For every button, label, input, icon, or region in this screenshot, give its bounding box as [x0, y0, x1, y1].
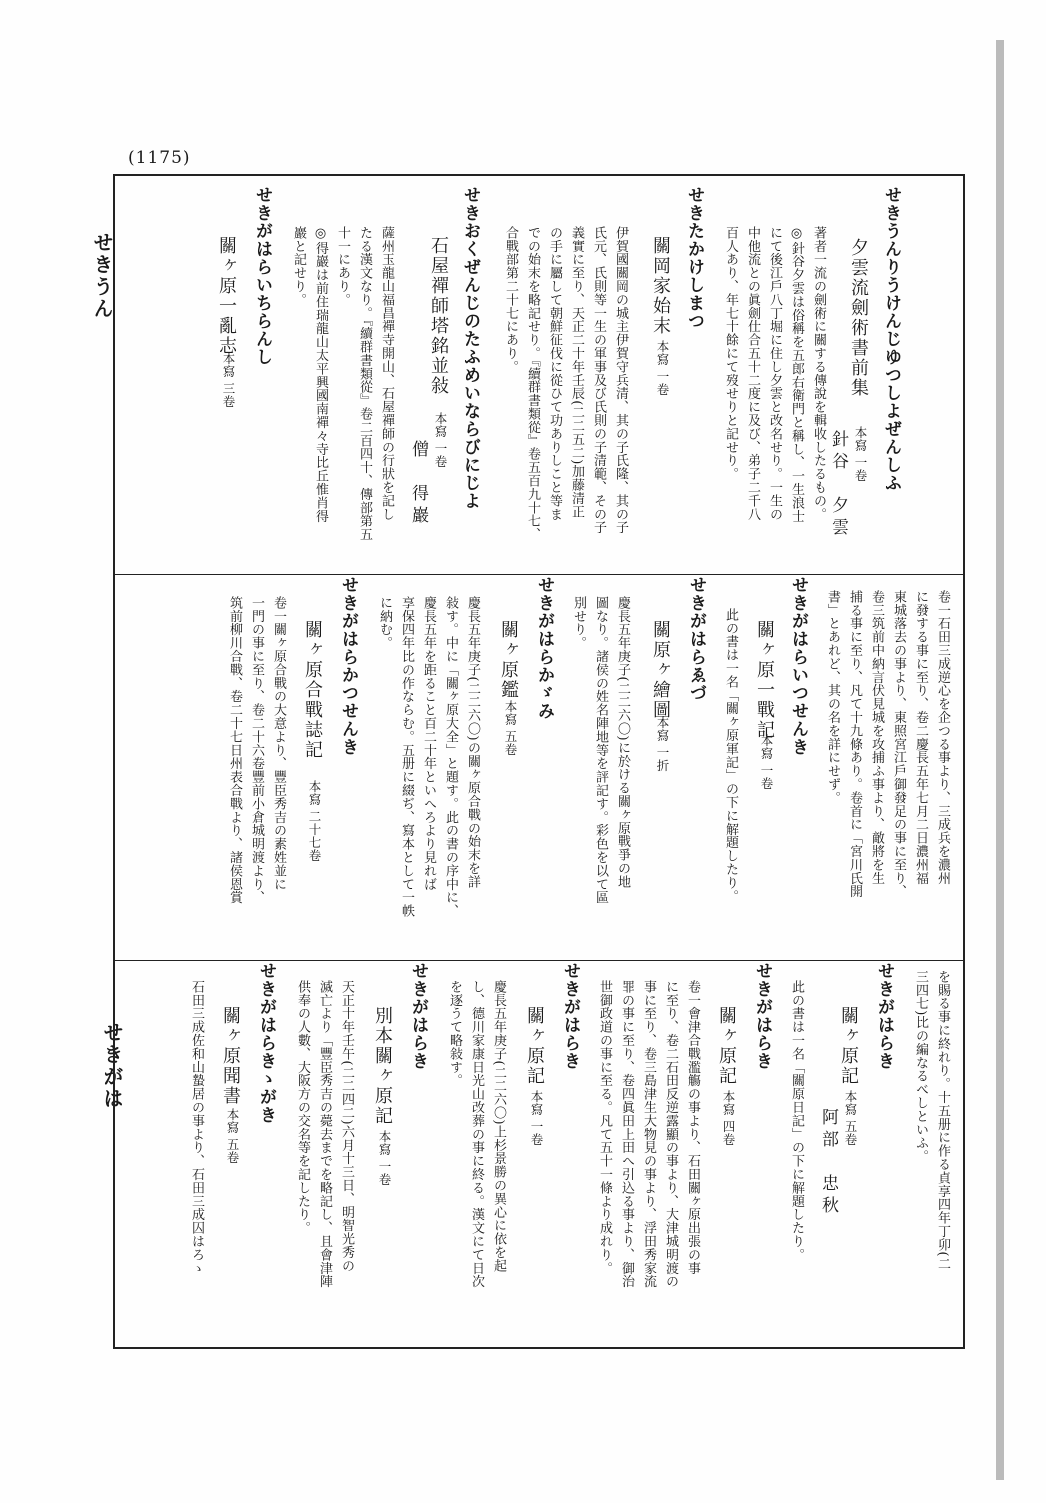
- entry-text: 卷一關ヶ原合戰の大意より、豐臣秀吉の素姓並に: [271, 596, 286, 891]
- author-name: 阿部 忠秋: [818, 1108, 838, 1218]
- entry-reading: [754, 962, 770, 1070]
- entry-reading: [883, 186, 899, 492]
- entry-title: [838, 1006, 859, 1086]
- entry-title: [848, 238, 869, 398]
- entry-text-line: [590, 226, 606, 534]
- volume-note: 本寫 三卷: [221, 352, 236, 408]
- entry-text: せきがはらき: [560, 962, 580, 1070]
- entry-text: せきがはらいつせんき: [788, 576, 808, 756]
- entry-text: 滅亡より「豐臣秀吉の薨去までを略記し、且會津陣: [317, 980, 332, 1289]
- entry-text: 享保四年比の作ならむ。五册に綴ぢ、寫本として一帙: [399, 596, 414, 918]
- entry-text-line: [788, 980, 804, 1261]
- entry-text: を逐うて略敍す。: [447, 980, 462, 1088]
- entry-text: の手に屬して朝鮮征伐に從ひて功ありしこと等ま: [547, 226, 562, 521]
- entry-text-line: [468, 980, 484, 1288]
- entry-reading: [258, 962, 274, 1124]
- guide-word-lower: せきがは: [100, 1022, 124, 1110]
- entry-text-line: [788, 226, 804, 523]
- entry-text-line: [316, 980, 332, 1288]
- entry-text: ◎得巖は前住瑞龍山太平興國南禪々寺比丘惟肖得: [313, 226, 328, 523]
- entry-text: 夕雲流劍術書前集: [848, 238, 869, 398]
- entry-text: せきがはらかゞみ: [534, 576, 554, 720]
- entry-text: 卷一石田三成逆心を企つる事より、三成兵を濃州: [935, 590, 950, 885]
- entry-text: せきがはらかつせんき: [338, 576, 358, 756]
- entry-title: [650, 236, 671, 336]
- entry-text-line: [618, 980, 634, 1288]
- entry-text: 十一にあり。: [335, 226, 350, 307]
- entry-reading: [254, 186, 270, 366]
- entry-text-line: [294, 980, 310, 1235]
- entry-text: 關ヶ原記: [524, 1006, 545, 1086]
- entry-reading: [536, 576, 552, 720]
- entry-text: 關ヶ原聞書: [220, 1006, 241, 1106]
- entry-text-line: [420, 596, 436, 891]
- entry-title: [372, 1006, 393, 1126]
- entry-text: 別せり。: [571, 596, 586, 650]
- entry-text-line: [722, 608, 738, 903]
- entry-text: 東城落去の事より、東照宮江戶御發足の事に至り、: [891, 590, 906, 899]
- entry-text-line: [934, 590, 950, 885]
- entry-text: せきうんりうけんじゆつしよぜんしふ: [881, 186, 901, 492]
- entry-text: 關ヶ原鑑: [498, 620, 519, 700]
- entry-text: せきがはらき: [408, 962, 428, 1070]
- entry-reading: [340, 576, 356, 756]
- entry-text-line: [722, 226, 738, 481]
- entry-title: [220, 1006, 241, 1106]
- entry-text-line: [810, 226, 826, 521]
- volume-note: 本寫 一折: [655, 716, 670, 772]
- volume-note: 本寫 一卷: [853, 426, 868, 482]
- entry-title: [428, 236, 449, 396]
- entry-text: 事に至り、卷三島津生大物見の事より、浮田秀家流: [641, 980, 656, 1289]
- entry-text: を賜る事に終れり。十五册に作る貞享四年丁卯(二: [935, 970, 950, 1271]
- volume-note: 本寫 五卷: [843, 1090, 858, 1146]
- entry-text-line: [376, 596, 392, 650]
- entry-text-line: [912, 970, 928, 1163]
- volume-note: 本寫 五卷: [503, 700, 518, 756]
- entry-text: 石屋禪師塔銘並敍: [428, 236, 449, 396]
- entry-text-line: [934, 970, 950, 1270]
- entry-text-line: [464, 596, 480, 888]
- entry-text: 圖なり。諸侯の姓名陣地等を評記す。彩色を以て區: [593, 596, 608, 905]
- entry-text-line: [312, 226, 328, 523]
- entry-text: 慶長五年庚子(二二六〇)の關ヶ原合戰の始末を詳: [465, 596, 480, 889]
- entry-title: [216, 236, 237, 356]
- entry-text: 敍す。中に「關ヶ原大全」と題す。此の書の序中に、: [443, 596, 458, 918]
- entry-text: 關ヶ原一亂志: [216, 236, 237, 356]
- entry-text-line: [188, 980, 204, 1275]
- entry-reading: [876, 962, 892, 1070]
- author-name: 僧 得巖: [408, 440, 428, 528]
- entry-text: に發する事に至り、卷二慶長五年七月二日濃州福: [913, 590, 928, 885]
- entry-text-line: [290, 226, 306, 306]
- entry-text: せきがはらき: [752, 962, 772, 1070]
- entry-text: 慶長五年庚子(二二六〇)に於ける關ヶ原戰爭の地: [615, 596, 630, 889]
- entry-text: せきおくぜんじのたふめいならびにじよ: [460, 186, 480, 510]
- entry-text: 世御政道の事に至る。凡て五十一條より成れり。: [597, 980, 612, 1275]
- entry-text-line: [546, 226, 562, 521]
- entry-text-line: [398, 596, 414, 918]
- entry-text: に納む。: [377, 596, 392, 650]
- entry-title: [716, 1006, 737, 1086]
- entry-text-line: [356, 226, 372, 541]
- entry-text: 慶長五年庚子(二二六〇)上杉景勝の異心に依を起: [491, 980, 506, 1273]
- entry-text: 薩州玉龍山福昌禪寺開山、石屋禪師の行狀を記し: [379, 226, 394, 521]
- page-number: (1175): [128, 148, 191, 168]
- entry-text: にて後江戶八丁堀に住し夕雲と改名せり。一生の: [767, 226, 782, 521]
- volume-note: 本寫 一卷: [529, 1090, 544, 1146]
- entry-text: 關ヶ原合戰誌記: [302, 620, 323, 760]
- entry-text: 書」とあれど、其の名を詳にせず。: [825, 590, 840, 805]
- entry-text: 供奉の人數、大阪方の交名等を記したり。: [295, 980, 310, 1235]
- entry-text: ◎針谷夕雲は俗稱を五郎右衛門と稱し、一生浪士: [789, 226, 804, 523]
- entry-text: 伊賀國關岡の城主伊賀守兵清、其の子氏隆、其の子: [613, 226, 628, 535]
- entry-text: 卷三筑前中納言伏見城を攻捕ふ事より、敵將を生: [869, 590, 884, 885]
- entry-text: 百人あり、年七十餘にて歿せりと記せり。: [723, 226, 738, 481]
- section-divider-lower: [115, 960, 963, 961]
- volume-note: 本寫 一卷: [655, 340, 670, 396]
- entry-text: 義實に至り、天正二十年壬辰(二二五二)加藤清正: [569, 226, 584, 519]
- entry-text: 天正十年壬午(二二四二)六月十三日、明智光秀の: [339, 980, 354, 1273]
- entry-reading: [410, 962, 426, 1070]
- guide-word-upper: せきうん: [90, 232, 114, 320]
- entry-text: 氏元、氏則等一生の軍事及び氏則の子清範、その子: [591, 226, 606, 535]
- entry-title: [524, 1006, 545, 1086]
- page-edge-shadow: [996, 40, 1004, 1480]
- section-divider-upper: [115, 574, 963, 575]
- entry-text-line: [270, 596, 286, 891]
- entry-text-line: [570, 596, 586, 650]
- entry-reading: [688, 576, 704, 702]
- entry-text: せきがはらいちらんし: [252, 186, 272, 366]
- entry-text: たる漢文なり。『續群書類從』卷二百四十、傳部第五: [357, 226, 372, 542]
- entry-text: 此の書は一名「關ヶ原軍記」の下に解題したり。: [723, 608, 738, 903]
- entry-text-line: [378, 226, 394, 521]
- entry-text: 著者一流の劍術に關する傳說を輯收したるもの。: [811, 226, 826, 521]
- entry-text-line: [912, 590, 928, 885]
- entry-text-line: [640, 980, 656, 1288]
- entry-text-line: [684, 980, 700, 1275]
- entry-text: 巖と記せり。: [291, 226, 306, 307]
- entry-text: 別本關ヶ原記: [372, 1006, 393, 1126]
- entry-text-line: [226, 596, 242, 904]
- entry-text-line: [334, 226, 350, 306]
- entry-text-line: [890, 590, 906, 898]
- entry-text-line: [490, 980, 506, 1272]
- entry-text: 卷一會津合戰濫觴の事より、石田關ヶ原出張の事: [685, 980, 700, 1275]
- entry-reading: [562, 962, 578, 1070]
- entry-text: せきたかけしまつ: [684, 186, 704, 330]
- entry-title: [754, 620, 775, 740]
- entry-text: 合戰部第二十七にあり。: [503, 226, 518, 374]
- volume-note: 本寫 一卷: [433, 412, 448, 468]
- volume-note: 本寫 四卷: [721, 1090, 736, 1146]
- entry-text-line: [524, 226, 540, 541]
- volume-note: 本寫 一卷: [759, 734, 774, 790]
- entry-text-line: [442, 596, 458, 918]
- entry-text-line: [744, 226, 760, 521]
- entry-text-line: [248, 596, 264, 904]
- entry-text: 石田三成佐和山蟄居の事より、石田三成囚はろゝ: [189, 980, 204, 1275]
- entry-text: 關ヶ原一戰記: [754, 620, 775, 740]
- entry-text-line: [824, 590, 840, 804]
- entry-text: 捕る事に至り、凡て十九條あり。卷首に「宮川氏開: [847, 590, 862, 899]
- entry-text: せきがはらゑづ: [686, 576, 706, 702]
- entry-text: 關岡家始末: [650, 236, 671, 336]
- entry-text: での始末を略記せり。『續群書類從』卷五百九十七、: [525, 226, 540, 542]
- entry-title: [302, 620, 323, 760]
- entry-text-line: [596, 980, 612, 1275]
- entry-text: 關原ヶ繪圖: [650, 620, 671, 720]
- entry-text: 中他流との眞劍仕合五十二度に及び、弟子二千八: [745, 226, 760, 521]
- entry-text: 一門の事に至り、卷二十六卷豐前小倉城明渡より、: [249, 596, 264, 905]
- entry-text-line: [568, 226, 584, 518]
- entry-text-line: [766, 226, 782, 521]
- entry-text-line: [612, 226, 628, 534]
- entry-text-line: [662, 980, 678, 1288]
- entry-text: に至り、卷二石田反逆露顯の事より、大津城明渡の: [663, 980, 678, 1289]
- entry-text-line: [502, 226, 518, 373]
- entry-text-line: [446, 980, 462, 1087]
- entry-text: 筑前柳川合戰、卷二十七日州表合戰より、諸侯恩賞: [227, 596, 242, 905]
- entry-text-line: [614, 596, 630, 888]
- entry-reading: [462, 186, 478, 510]
- entry-text: せきがはらきゝがき: [256, 962, 276, 1124]
- volume-note: 本寫 一卷: [377, 1130, 392, 1186]
- entry-title: [498, 620, 519, 700]
- entry-reading: [686, 186, 702, 330]
- entry-text: し、德川家康日光山改葬の事に終る。漢文にて日次: [469, 980, 484, 1289]
- volume-note: 本寫 五卷: [225, 1108, 240, 1164]
- entry-text-line: [338, 980, 354, 1272]
- entry-text: 慶長五年を距ること百二十年といへろより見れば: [421, 596, 436, 891]
- entry-text: 此の書は一名「關原日記」の下に解題したり。: [789, 980, 804, 1262]
- entry-text-line: [592, 596, 608, 904]
- entry-text: せきがはらき: [874, 962, 894, 1070]
- entry-title: [650, 620, 671, 720]
- entry-text: 關ヶ原記: [716, 1006, 737, 1086]
- entry-reading: [790, 576, 806, 756]
- author-name: 針谷 夕雲: [828, 430, 848, 540]
- entry-text: 三四七)比の編なるべしといふ。: [913, 970, 928, 1164]
- entry-text-line: [846, 590, 862, 898]
- entry-text-line: [868, 590, 884, 885]
- entry-text: 罪の事に至り、卷四眞田上田へ引込る事より、御治: [619, 980, 634, 1289]
- entry-text: 關ヶ原記: [838, 1006, 859, 1086]
- volume-note: 本寫 二十七卷: [307, 780, 322, 862]
